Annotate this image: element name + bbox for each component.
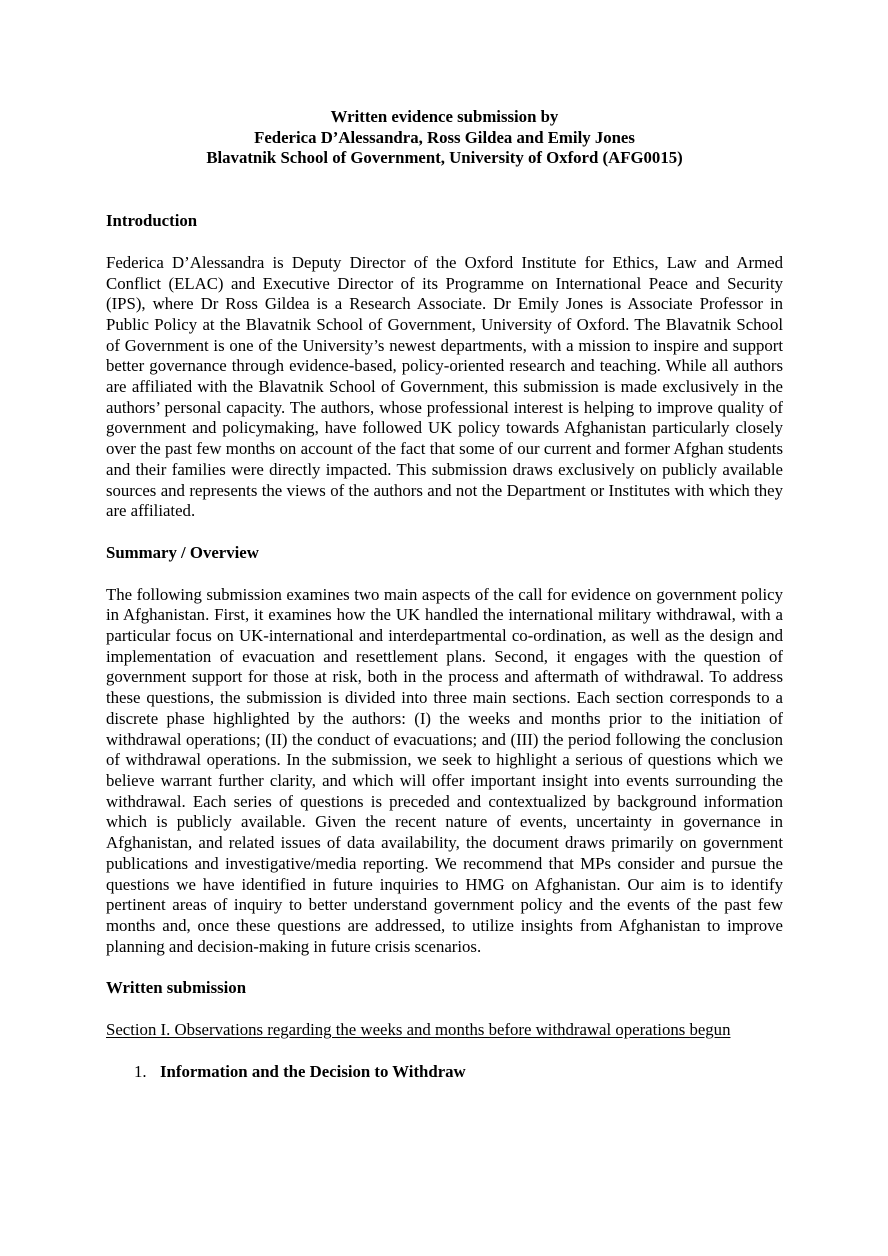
summary-paragraph: The following submission examines two main aspects of the call for evidence on government policy in Afghanistan. First, it examines how the UK handled the international military withdrawal, with a particular focus on UK-international and interdepartmental co-ordination, as well as the design and implementation of evacuation and resettlement plans. Second, it engages with the question of government support for those at risk, both in the process and aftermath of withdrawal. To address these questions, the submission is divided into three main sections. Each section corresponds to a discrete phase highlighted by the authors: (I) the weeks and months prior to the initiation of withdrawal operations; (II) the conduct of evacuations; and (III) the period following the conclusion of withdrawal operations. In the submission, we seek to highlight a serious of questions which we believe warrant further clarity, and which will offer important insight into events surrounding the withdrawal. Each series of questions is preceded and contextualized by background information which is publicly available. Given the recent nature of events, uncertainty in governance in Afghanistan, and related issues of data availability, the document draws primarily on government publications and investigative/media reporting. We recommend that MPs consider and pursue the questions we have identified in future inquiries to HMG on Afghanistan. Our aim is to identify pertinent areas of inquiry to better understand government policy and the events of the past few months and, once these questions are addressed, to utilize insights from Afghanistan to improve planning and decision-making in future crisis scenarios.	[106, 584, 783, 956]
list-item-number: 1.	[134, 1061, 147, 1081]
document-page	[106, 107, 783, 1082]
section-title: Section I. Observations regarding the weeks and months before withdrawal operations begun	[106, 1020, 731, 1040]
introduction-heading: Introduction	[106, 211, 198, 231]
written-submission-heading: Written submission	[106, 978, 247, 998]
header-institution: Blavatnik School of Government, University of Oxford (AFG0015)	[206, 148, 683, 168]
header-authors: Federica D’Alessandra, Ross Gildea and Emily Jones	[254, 127, 635, 147]
numbered-list	[106, 1062, 783, 1083]
list-item	[106, 1062, 783, 1083]
summary-heading: Summary / Overview	[106, 542, 259, 562]
introduction-paragraph: Federica D’Alessandra is Deputy Director of the Oxford Institute for Ethics, Law and Armed Conflict (ELAC) and Executive Director of its Programme on International Peace and Security (IPS), where Dr Ross Gildea is a Research Associate. Dr Emily Jones is Associate Professor in Public Policy at the Blavatnik School of Government, University of Oxford. The Blavatnik School of Government is one of the University’s newest departments, with a mission to inspire and support better governance through evidence-based, policy-oriented research and teaching. While all authors are affiliated with the Blavatnik School of Government, this submission is made exclusively in the authors’ personal capacity. The authors, whose professional interest is helping to improve quality of government and policymaking, have followed UK policy towards Afghanistan particularly closely over the past few months on account of the fact that some of our current and former Afghan students and their families were directly impacted. This submission draws exclusively on publicly available sources and represents the views of the authors and not the Department or Institutes with which they are affiliated.	[106, 252, 783, 521]
header-line-1: Written evidence submission by	[330, 107, 559, 126]
document-header	[106, 107, 783, 169]
list-item-label: Information and the Decision to Withdraw	[160, 1061, 466, 1081]
